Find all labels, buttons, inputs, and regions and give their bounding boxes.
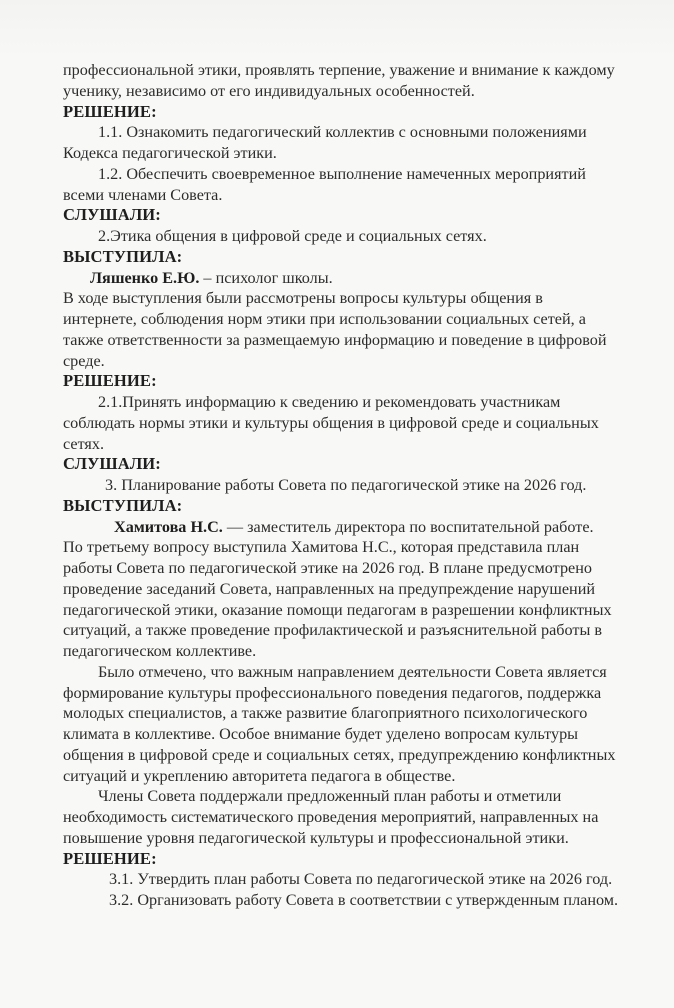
- paragraph-line: проведение заседаний Совета, направленных на предупреждение нарушений: [63, 579, 596, 598]
- heard-heading: СЛУШАЛИ:: [63, 454, 161, 474]
- paragraph-line: По третьему вопросу выступила Хамитова Н.С., которая представила план: [63, 538, 580, 557]
- speaker-heading: ВЫСТУПИЛА:: [63, 495, 183, 515]
- paragraph-line: педагогической этики, оказание помощи педагогам в разрешении конфликтных: [63, 600, 612, 619]
- paragraph-line: педагогическом коллективе.: [63, 642, 257, 660]
- paragraph-line: ситуаций, а также проведение профилактической и разъяснительной работы в: [63, 621, 603, 640]
- decision-heading: РЕШЕНИЕ:: [63, 848, 157, 868]
- speaker-name: Ляшенко Е.Ю.: [90, 268, 200, 287]
- paragraph-line: Было отмечено, что важным направлением деятельности Совета является: [98, 662, 607, 681]
- decision-item-line: 3.1. Утвердить план работы Совета по педагогической этике на 2026 год.: [109, 870, 613, 889]
- decision-item-line: соблюдать нормы этики и культуры общения в цифровой среде и социальных: [63, 413, 599, 432]
- speaker-line: [63, 517, 663, 538]
- decision-item-line: 2.1.Принять информацию к сведению и рекомендовать участникам: [98, 393, 561, 411]
- speaker-role: — заместитель директора по воспитательной работе.: [222, 517, 594, 536]
- paragraph-line: климата в коллективе. Особое внимание будет уделено вопросам культуры: [63, 725, 579, 743]
- speaker-role: – психолог школы.: [199, 268, 333, 287]
- decision-heading: РЕШЕНИЕ:: [63, 371, 157, 391]
- paragraph-line: Члены Совета поддержали предложенный план работы и отметили: [98, 787, 562, 806]
- paragraph-line: работы Совета по педагогической этике на 2026 год. В плане предусмотрено: [63, 559, 592, 577]
- speaker-name: Хамитова Н.С.: [114, 517, 223, 536]
- speaker-heading: ВЫСТУПИЛА:: [63, 246, 183, 266]
- summary-line: также ответственности за размещаемую информацию и поведение в цифровой: [63, 330, 607, 349]
- paragraph-line: общения в цифровой среде и социальных сетях, предупреждению конфликтных: [63, 745, 616, 764]
- paragraph-line: повышение уровня педагогической культуры и профессиональной этики.: [63, 828, 569, 847]
- decision-item-line: 1.2. Обеспечить своевременное выполнение намеченных мероприятий: [98, 164, 586, 183]
- decision-heading: РЕШЕНИЕ:: [63, 101, 157, 121]
- decision-item-line: 1.1. Ознакомить педагогический коллектив с основными положениями: [98, 123, 587, 142]
- speaker-line: [63, 268, 663, 289]
- agenda-topic: 3. Планирование работы Совета по педагогической этике на 2026 год.: [105, 476, 587, 494]
- decision-item-line: всеми членами Совета.: [63, 185, 223, 204]
- decision-item-line: Кодекса педагогической этики.: [63, 144, 277, 162]
- agenda-topic: 2.Этика общения в цифровой среде и социальных сетях.: [98, 227, 487, 245]
- summary-line: среде.: [63, 351, 105, 370]
- paragraph-line: необходимость систематического проведения мероприятий, направленных на: [63, 808, 599, 826]
- heard-heading: СЛУШАЛИ:: [63, 205, 161, 225]
- document-body: [63, 60, 663, 911]
- paragraph-line: формирование культуры профессионального поведения педагогов, поддержка: [63, 683, 602, 702]
- decision-item-line: 3.2. Организовать работу Совета в соответствии с утвержденным планом.: [109, 891, 619, 909]
- summary-line: В ходе выступления были рассмотрены вопросы культуры общения в: [63, 289, 543, 308]
- intro-line: профессиональной этики, проявлять терпение, уважение и внимание к каждому: [63, 61, 615, 79]
- intro-line: ученику, независимо от его индивидуальных особенностей.: [63, 81, 475, 100]
- paragraph-line: ситуаций и укреплению авторитета педагога в обществе.: [63, 766, 456, 785]
- paragraph-line: молодых специалистов, а также развитие благоприятного психологического: [63, 704, 588, 723]
- summary-line: интернете, соблюдения норм этики при использовании социальных сетей, а: [63, 310, 586, 328]
- decision-item-line: сетях.: [63, 434, 105, 453]
